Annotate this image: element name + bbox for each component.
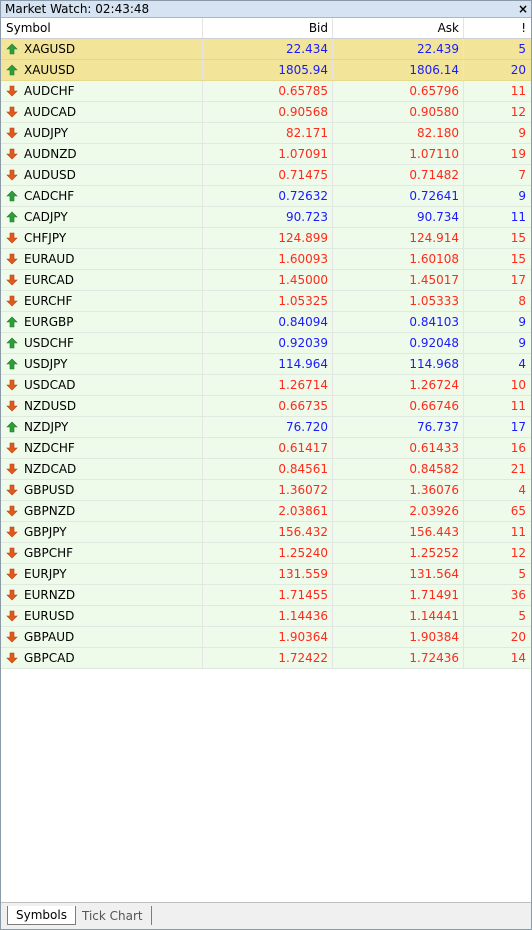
symbol-name: EURJPY: [24, 567, 67, 581]
bid-cell: 0.92039: [203, 333, 333, 353]
bid-cell: 131.559: [203, 564, 333, 584]
table-row[interactable]: [1, 459, 531, 480]
bid-cell: 1.71455: [203, 585, 333, 605]
symbol-name: AUDUSD: [24, 168, 76, 182]
arrow-up-icon: [6, 358, 18, 370]
table-row[interactable]: [1, 165, 531, 186]
arrow-down-icon: [6, 652, 18, 664]
bid-cell: 1.72422: [203, 648, 333, 668]
arrow-down-icon: [6, 148, 18, 160]
spread-cell: 15: [510, 252, 526, 266]
table-row[interactable]: [1, 396, 531, 417]
table-row[interactable]: [1, 480, 531, 501]
title-bar: [1, 1, 531, 18]
symbol-cell: [1, 396, 203, 416]
table-row[interactable]: [1, 522, 531, 543]
arrow-down-icon: [6, 505, 18, 517]
close-icon[interactable]: ×: [517, 2, 528, 16]
column-header-ask[interactable]: Ask: [333, 18, 464, 38]
spread-cell: 12: [510, 105, 526, 119]
symbol-cell: [1, 375, 203, 395]
symbol-name: EURAUD: [24, 252, 75, 266]
ask-cell: 1.05333: [333, 291, 464, 311]
symbol-cell: [1, 144, 203, 164]
arrow-down-icon: [6, 610, 18, 622]
symbol-cell: [1, 438, 203, 458]
bid-cell: 156.432: [203, 522, 333, 542]
arrow-down-icon: [6, 400, 18, 412]
table-row[interactable]: [1, 60, 531, 81]
table-row[interactable]: [1, 270, 531, 291]
symbol-name: EURNZD: [24, 588, 76, 602]
symbol-name: NZDCHF: [24, 441, 75, 455]
ask-cell: 0.72641: [333, 186, 464, 206]
ask-cell: 0.65796: [333, 81, 464, 101]
table-row[interactable]: [1, 501, 531, 522]
ask-cell: 82.180: [333, 123, 464, 143]
spread-cell: 65: [510, 504, 526, 518]
ask-cell: 124.914: [333, 228, 464, 248]
bid-cell: 82.171: [203, 123, 333, 143]
arrow-down-icon: [6, 526, 18, 538]
symbol-cell: [1, 564, 203, 584]
table-header: [1, 18, 531, 39]
spread-cell: 21: [510, 462, 526, 476]
spread-cell: 19: [510, 147, 526, 161]
symbol-name: EURCHF: [24, 294, 73, 308]
symbol-cell: [1, 606, 203, 626]
symbol-cell: [1, 81, 203, 101]
symbol-cell: [1, 39, 203, 59]
symbol-name: GBPCHF: [24, 546, 74, 560]
arrow-down-icon: [6, 547, 18, 559]
ask-cell: 0.92048: [333, 333, 464, 353]
bid-cell: 0.84561: [203, 459, 333, 479]
symbol-cell: [1, 522, 203, 542]
spread-cell: 17: [510, 420, 526, 434]
symbol-cell: [1, 354, 203, 374]
spread-cell: 9: [518, 336, 526, 350]
table-row[interactable]: [1, 564, 531, 585]
ask-cell: 156.443: [333, 522, 464, 542]
symbol-name: USDCAD: [24, 378, 76, 392]
table-row[interactable]: [1, 543, 531, 564]
symbol-name: CADCHF: [24, 189, 75, 203]
symbol-cell: [1, 627, 203, 647]
spread-cell: 4: [518, 357, 526, 371]
symbol-cell: [1, 585, 203, 605]
spread-cell: 10: [510, 378, 526, 392]
arrow-down-icon: [6, 85, 18, 97]
table-row[interactable]: [1, 417, 531, 438]
table-row[interactable]: [1, 207, 531, 228]
spread-cell: 7: [518, 168, 526, 182]
spread-cell: 20: [510, 63, 526, 77]
bid-cell: 0.61417: [203, 438, 333, 458]
symbol-cell: [1, 459, 203, 479]
symbol-name: EURGBP: [24, 315, 74, 329]
symbol-cell: [1, 291, 203, 311]
arrow-down-icon: [6, 127, 18, 139]
symbol-name: GBPAUD: [24, 630, 75, 644]
table-row[interactable]: [1, 354, 531, 375]
table-row[interactable]: [1, 186, 531, 207]
symbol-name: GBPUSD: [24, 483, 75, 497]
tab-tick-chart[interactable]: Tick Chart: [74, 906, 152, 925]
arrow-down-icon: [6, 169, 18, 181]
arrow-down-icon: [6, 589, 18, 601]
symbol-name: NZDCAD: [24, 462, 77, 476]
symbol-cell: [1, 123, 203, 143]
symbol-cell: [1, 165, 203, 185]
symbol-cell: [1, 312, 203, 332]
table-row[interactable]: [1, 333, 531, 354]
arrow-down-icon: [6, 631, 18, 643]
table-row[interactable]: [1, 585, 531, 606]
arrow-up-icon: [6, 211, 18, 223]
ask-cell: 1.36076: [333, 480, 464, 500]
spread-cell: 11: [510, 84, 526, 98]
bid-cell: 0.72632: [203, 186, 333, 206]
symbol-name: XAGUSD: [24, 42, 76, 56]
table-row[interactable]: [1, 123, 531, 144]
bid-cell: 0.84094: [203, 312, 333, 332]
ask-cell: 0.84103: [333, 312, 464, 332]
bid-cell: 114.964: [203, 354, 333, 374]
symbol-name: USDCHF: [24, 336, 74, 350]
ask-cell: 1.45017: [333, 270, 464, 290]
arrow-down-icon: [6, 253, 18, 265]
spread-cell: 9: [518, 189, 526, 203]
symbol-cell: [1, 417, 203, 437]
symbol-name: GBPNZD: [24, 504, 76, 518]
symbol-cell: [1, 186, 203, 206]
bid-cell: 1.25240: [203, 543, 333, 563]
ask-cell: 1.72436: [333, 648, 464, 668]
arrow-down-icon: [6, 442, 18, 454]
spread-cell: 5: [518, 609, 526, 623]
bid-cell: 0.90568: [203, 102, 333, 122]
symbol-name: GBPJPY: [24, 525, 67, 539]
ask-cell: 90.734: [333, 207, 464, 227]
symbol-cell: [1, 249, 203, 269]
arrow-down-icon: [6, 274, 18, 286]
spread-cell: 11: [510, 525, 526, 539]
table-row[interactable]: [1, 81, 531, 102]
bid-cell: 1.36072: [203, 480, 333, 500]
symbol-name: EURUSD: [24, 609, 75, 623]
symbol-cell: [1, 270, 203, 290]
spread-cell: 8: [518, 294, 526, 308]
ask-cell: 1.60108: [333, 249, 464, 269]
bid-cell: 1.14436: [203, 606, 333, 626]
ask-cell: 131.564: [333, 564, 464, 584]
ask-cell: 1.26724: [333, 375, 464, 395]
column-header-bid[interactable]: Bid: [203, 18, 333, 38]
bid-cell: 1.05325: [203, 291, 333, 311]
ask-cell: 0.61433: [333, 438, 464, 458]
bid-cell: 0.65785: [203, 81, 333, 101]
bid-cell: 1.90364: [203, 627, 333, 647]
ask-cell: 76.737: [333, 417, 464, 437]
arrow-down-icon: [6, 295, 18, 307]
arrow-down-icon: [6, 232, 18, 244]
ask-cell: 1.71491: [333, 585, 464, 605]
symbol-name: NZDUSD: [24, 399, 77, 413]
spread-cell: 16: [510, 441, 526, 455]
spread-cell: 11: [510, 210, 526, 224]
spread-cell: 12: [510, 546, 526, 560]
table-row[interactable]: [1, 228, 531, 249]
symbol-name: AUDJPY: [24, 126, 69, 140]
column-header-spread[interactable]: !: [521, 21, 526, 35]
ask-cell: 0.66746: [333, 396, 464, 416]
spread-cell: 36: [510, 588, 526, 602]
arrow-down-icon: [6, 568, 18, 580]
bid-cell: 1.45000: [203, 270, 333, 290]
spread-cell: 4: [518, 483, 526, 497]
arrow-up-icon: [6, 337, 18, 349]
spread-cell: 17: [510, 273, 526, 287]
table-row[interactable]: [1, 144, 531, 165]
table-row[interactable]: [1, 606, 531, 627]
ask-cell: 2.03926: [333, 501, 464, 521]
arrow-down-icon: [6, 484, 18, 496]
bid-cell: 90.723: [203, 207, 333, 227]
symbol-name: CADJPY: [24, 210, 68, 224]
symbol-cell: [1, 501, 203, 521]
column-header-symbol[interactable]: Symbol: [1, 18, 203, 38]
symbol-name: USDJPY: [24, 357, 68, 371]
ask-cell: 22.439: [333, 39, 464, 59]
table-row[interactable]: [1, 291, 531, 312]
spread-cell: 5: [518, 567, 526, 581]
symbol-cell: [1, 333, 203, 353]
table-row[interactable]: [1, 648, 531, 669]
symbol-name: AUDCHF: [24, 84, 75, 98]
arrow-down-icon: [6, 463, 18, 475]
ask-cell: 114.968: [333, 354, 464, 374]
ask-cell: 1.25252: [333, 543, 464, 563]
tab-bar: [1, 902, 531, 929]
bid-cell: 76.720: [203, 417, 333, 437]
bid-cell: 22.434: [203, 39, 333, 59]
arrow-up-icon: [6, 64, 18, 76]
symbol-cell: [1, 60, 203, 80]
arrow-up-icon: [6, 316, 18, 328]
table-row[interactable]: [1, 39, 531, 60]
symbol-name: EURCAD: [24, 273, 74, 287]
ask-cell: 1.14441: [333, 606, 464, 626]
bid-cell: 1805.94: [203, 60, 333, 80]
arrow-down-icon: [6, 106, 18, 118]
tab-symbols[interactable]: Symbols: [7, 906, 76, 925]
symbol-cell: [1, 648, 203, 668]
symbol-cell: [1, 102, 203, 122]
bid-cell: 124.899: [203, 228, 333, 248]
ask-cell: 1.07110: [333, 144, 464, 164]
symbol-cell: [1, 480, 203, 500]
spread-cell: 14: [510, 651, 526, 665]
arrow-down-icon: [6, 379, 18, 391]
symbol-name: AUDNZD: [24, 147, 77, 161]
ask-cell: 0.71482: [333, 165, 464, 185]
table-row[interactable]: [1, 627, 531, 648]
symbol-cell: [1, 228, 203, 248]
bid-cell: 0.66735: [203, 396, 333, 416]
symbol-cell: [1, 207, 203, 227]
spread-cell: 5: [518, 42, 526, 56]
ask-cell: 0.90580: [333, 102, 464, 122]
spread-cell: 15: [510, 231, 526, 245]
bid-cell: 1.60093: [203, 249, 333, 269]
symbol-name: AUDCAD: [24, 105, 77, 119]
table-row[interactable]: [1, 438, 531, 459]
arrow-up-icon: [6, 43, 18, 55]
arrow-up-icon: [6, 190, 18, 202]
ask-cell: 1806.14: [333, 60, 464, 80]
table-row[interactable]: [1, 312, 531, 333]
ask-cell: 0.84582: [333, 459, 464, 479]
symbol-list: [1, 39, 531, 669]
spread-cell: 20: [510, 630, 526, 644]
symbol-name: GBPCAD: [24, 651, 75, 665]
table-row[interactable]: [1, 249, 531, 270]
spread-cell: 11: [510, 399, 526, 413]
table-row[interactable]: [1, 375, 531, 396]
spread-cell: 9: [518, 315, 526, 329]
ask-cell: 1.90384: [333, 627, 464, 647]
bid-cell: 1.07091: [203, 144, 333, 164]
bid-cell: 0.71475: [203, 165, 333, 185]
arrow-up-icon: [6, 421, 18, 433]
window-title: Market Watch: 02:43:48: [5, 2, 150, 16]
symbol-name: NZDJPY: [24, 420, 69, 434]
bid-cell: 1.26714: [203, 375, 333, 395]
symbol-cell: [1, 543, 203, 563]
symbol-name: XAUUSD: [24, 63, 75, 77]
symbol-name: CHFJPY: [24, 231, 67, 245]
bid-cell: 2.03861: [203, 501, 333, 521]
spread-cell: 9: [518, 126, 526, 140]
table-row[interactable]: [1, 102, 531, 123]
